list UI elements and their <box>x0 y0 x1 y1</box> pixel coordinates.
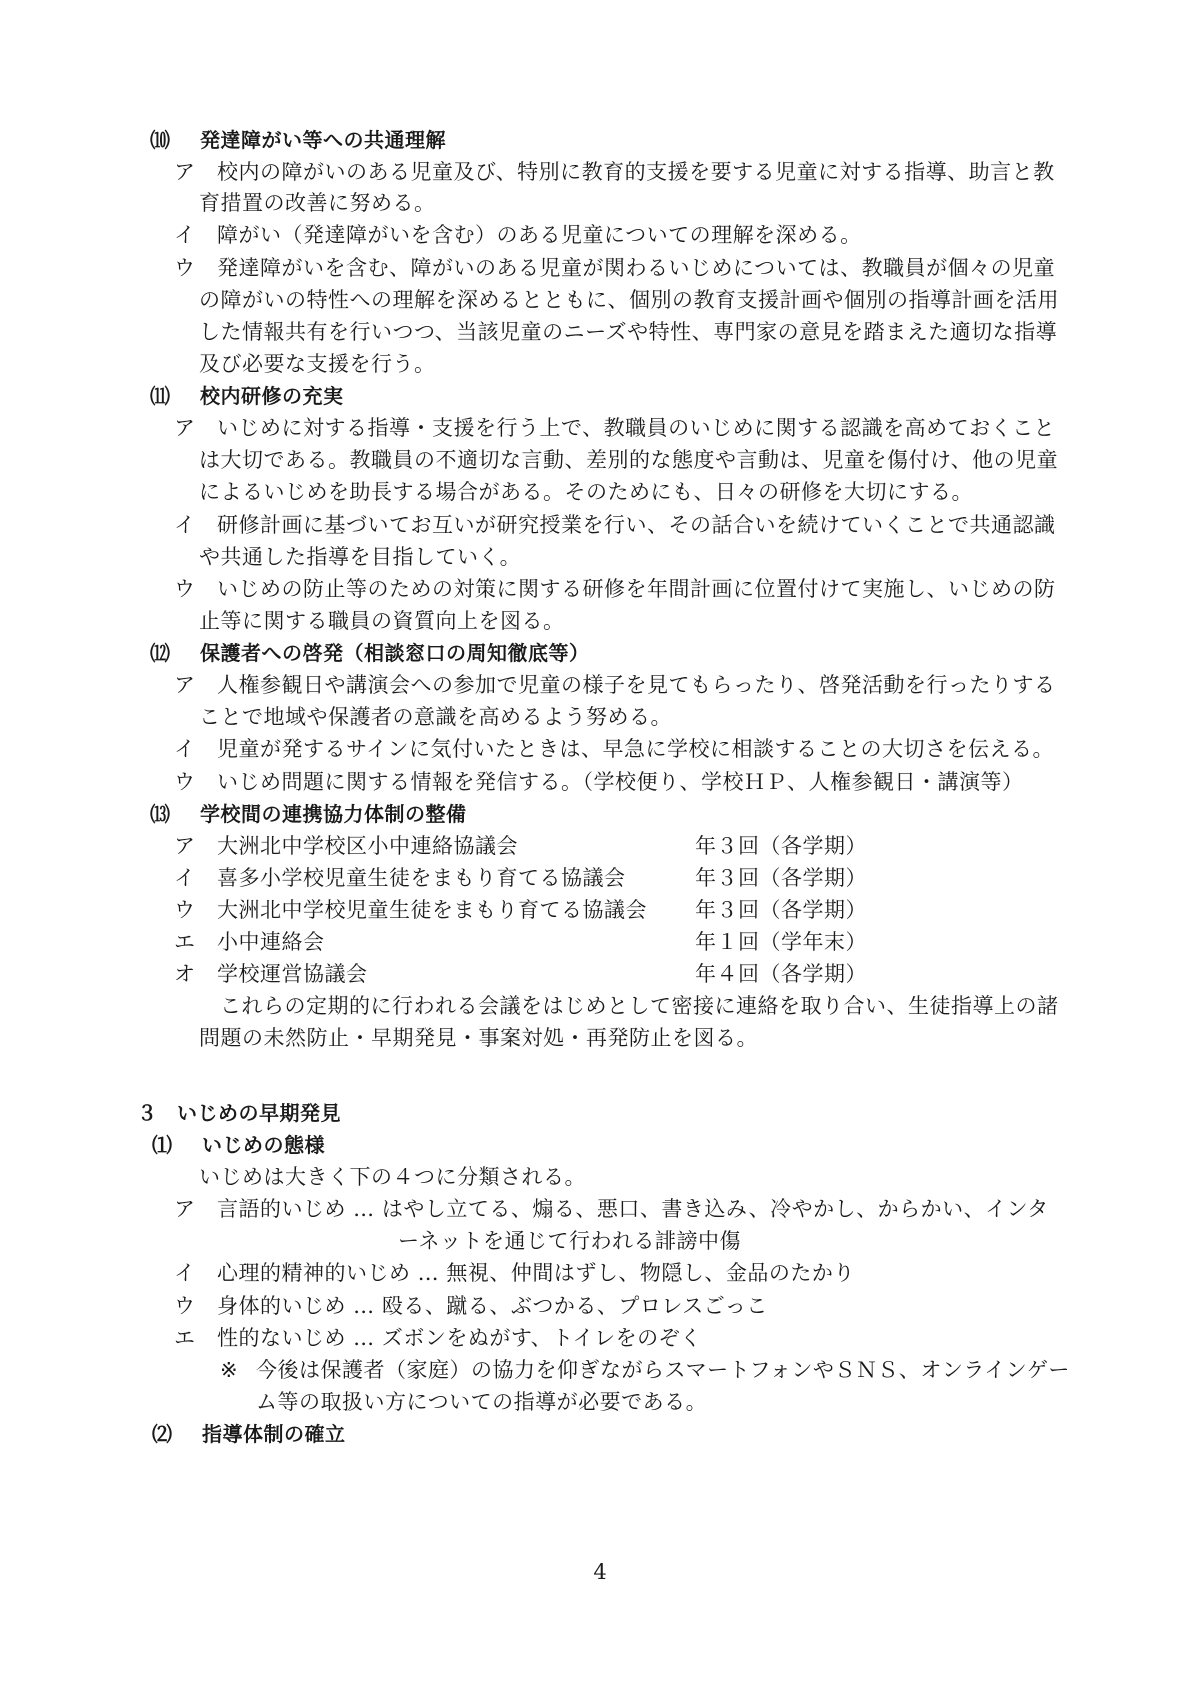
item-marker: エ <box>174 930 196 954</box>
meeting-row <box>174 864 867 892</box>
section-3-1-title: いじめの態様 <box>202 1133 325 1157</box>
section-12-item-u-line1 <box>174 768 1024 796</box>
section-13-note-line2: 問題の未然防止・早期発見・事案対処・再発防止を図る。 <box>199 1026 758 1050</box>
section-11-item-a-line3: によるいじめを助長する場合がある。そのためにも、日々の研修を大切にする。 <box>199 480 973 504</box>
item-marker: エ <box>174 1326 196 1350</box>
section-3-1-item-u-line1 <box>174 1292 768 1320</box>
meeting-row <box>174 896 867 924</box>
item-text: いじめの防止等のための対策に関する研修を年間計画に位置付けて実施し、いじめの防 <box>217 577 1056 601</box>
item-marker: イ <box>174 1261 196 1285</box>
section-13-number: ⒀ <box>150 802 171 826</box>
item-marker: ウ <box>174 577 196 601</box>
section-3-2-number: ⑵ <box>152 1422 173 1446</box>
item-marker: ウ <box>174 256 196 280</box>
item-text: 性的ないじめ … ズボンをぬがす、トイレをのぞく <box>217 1326 702 1350</box>
section-10-item-u-line2: の障がいの特性への理解を深めるとともに、個別の教育支援計画や個別の指導計画を活用 <box>199 288 1059 312</box>
item-marker: オ <box>174 962 196 986</box>
meeting-row <box>174 832 867 860</box>
section-3-1-item-i-line1 <box>174 1259 855 1287</box>
item-text: 身体的いじめ … 殴る、蹴る、ぶつかる、プロレスごっこ <box>217 1294 768 1318</box>
section-3-1-item-a-line2: ーネットを通じて行われる誹謗中傷 <box>398 1229 741 1253</box>
page-number: 4 <box>593 1560 607 1584</box>
meeting-name: 大洲北中学校児童生徒をまもり育てる協議会 <box>217 898 647 922</box>
section-11-item-i-line1 <box>174 511 1056 539</box>
item-marker: ア <box>174 160 196 184</box>
section-3-1-heading <box>152 1131 325 1159</box>
item-marker: イ <box>174 866 196 890</box>
meeting-name: 大洲北中学校区小中連絡協議会 <box>217 834 518 858</box>
meeting-name: 喜多小学校児童生徒をまもり育てる協議会 <box>217 866 626 890</box>
section-10-item-a-line2: 育措置の改善に努める。 <box>199 191 436 215</box>
section-13-title: 学校間の連携協力体制の整備 <box>200 802 467 826</box>
item-text: 心理的精神的いじめ … 無視、仲間はずし、物隠し、金品のたかり <box>217 1261 855 1285</box>
meeting-row <box>174 960 867 988</box>
meeting-name: 小中連絡会 <box>217 930 325 954</box>
meeting-name: 学校運営協議会 <box>217 962 368 986</box>
section-10-item-i-line1 <box>174 221 862 249</box>
item-marker: ア <box>174 416 196 440</box>
section-3-heading <box>137 1099 341 1127</box>
section-12-title: 保護者への啓発（相談窓口の周知徹底等） <box>200 641 590 665</box>
section-11-heading <box>150 382 344 410</box>
item-text: 言語的いじめ … はやし立てる、煽る、悪口、書き込み、冷やかし、からかい、インタ <box>217 1197 1049 1221</box>
section-10-number: ⑽ <box>150 128 171 152</box>
section-11-item-u-line1 <box>174 575 1056 603</box>
item-text: いじめに対する指導・支援を行う上で、教職員のいじめに関する認識を高めておくこと <box>217 416 1056 440</box>
section-11-item-a-line1 <box>174 414 1055 442</box>
section-3-1-intro: いじめは大きく下の４つに分類される。 <box>199 1165 586 1189</box>
meeting-frequency: 年４回（各学期） <box>695 962 867 986</box>
section-3-number: ３ <box>137 1101 158 1125</box>
item-marker: ア <box>174 1197 196 1221</box>
section-3-1-note-line1 <box>220 1356 1070 1384</box>
section-11-item-a-line2: は大切である。教職員の不適切な言動、差別的な態度や言動は、児童を傷付け、他の児童 <box>199 448 1059 472</box>
section-12-item-a-line2: ことで地域や保護者の意識を高めるよう努める。 <box>199 705 672 729</box>
meeting-frequency: 年３回（各学期） <box>695 834 867 858</box>
section-13-note-line1: これらの定期的に行われる会議をはじめとして密接に連絡を取り合い、生徒指導上の諸 <box>220 994 1059 1018</box>
item-marker: イ <box>174 223 196 247</box>
section-3-1-number: ⑴ <box>152 1133 173 1157</box>
note-text: 今後は保護者（家庭）の協力を仰ぎながらスマートフォンやＳＮＳ、オンラインゲー <box>256 1358 1070 1382</box>
section-3-1-note-line2: ム等の取扱い方についての指導が必要である。 <box>256 1390 708 1414</box>
section-12-item-i-line1 <box>174 735 1054 763</box>
meeting-frequency: 年１回（学年末） <box>695 930 867 954</box>
section-12-number: ⑿ <box>150 641 171 665</box>
item-marker: ア <box>174 673 196 697</box>
item-text: 児童が発するサインに気付いたときは、早急に学校に相談することの大切さを伝える。 <box>217 737 1055 761</box>
section-10-item-a-line1 <box>174 158 1055 186</box>
section-13-heading <box>150 800 467 828</box>
item-marker: イ <box>174 737 196 761</box>
item-marker: ア <box>174 834 196 858</box>
section-11-number: ⑾ <box>150 384 171 408</box>
item-marker: ウ <box>174 898 196 922</box>
item-text: 研修計画に基づいてお互いが研究授業を行い、その話合いを続けていくことで共通認識 <box>217 513 1056 537</box>
meeting-row <box>174 928 867 956</box>
item-text: 障がい（発達障がいを含む）のある児童についての理解を深める。 <box>217 223 862 247</box>
item-text: いじめ問題に関する情報を発信する。（学校便り、学校ＨＰ、人権参観日・講演等） <box>217 770 1024 794</box>
section-10-item-u-line4: 及び必要な支援を行う。 <box>199 352 436 376</box>
item-marker: ウ <box>174 1294 196 1318</box>
section-3-1-item-a-line1 <box>174 1195 1049 1223</box>
section-10-item-u-line3: した情報共有を行いつつ、当該児童のニーズや特性、専門家の意見を踏まえた適切な指導 <box>199 320 1058 344</box>
section-12-item-a-line1 <box>174 671 1056 699</box>
section-3-1-item-e-line1 <box>174 1324 702 1352</box>
section-10-title: 発達障がい等への共通理解 <box>200 128 446 152</box>
item-text: 発達障がいを含む、障がいのある児童が関わるいじめについては、教職員が個々の児童 <box>217 256 1056 280</box>
section-3-title: いじめの早期発見 <box>177 1101 341 1125</box>
note-marker: ※ <box>220 1358 239 1382</box>
item-marker: ウ <box>174 770 196 794</box>
section-3-2-heading <box>152 1420 346 1448</box>
item-text: 人権参観日や講演会への参加で児童の様子を見てもらったり、啓発活動を行ったりする <box>217 673 1056 697</box>
section-12-heading <box>150 639 590 667</box>
section-11-item-i-line2: や共通した指導を目指していく。 <box>199 545 522 569</box>
section-11-item-u-line2: 止等に関する職員の資質向上を図る。 <box>199 609 565 633</box>
item-marker: イ <box>174 513 196 537</box>
meeting-frequency: 年３回（各学期） <box>695 898 867 922</box>
section-3-2-title: 指導体制の確立 <box>202 1422 346 1446</box>
meeting-frequency: 年３回（各学期） <box>695 866 867 890</box>
section-10-heading <box>150 126 446 154</box>
section-10-item-u-line1 <box>174 254 1055 282</box>
item-text: 校内の障がいのある児童及び、特別に教育的支援を要する児童に対する指導、助言と教 <box>217 160 1055 184</box>
section-11-title: 校内研修の充実 <box>200 384 344 408</box>
